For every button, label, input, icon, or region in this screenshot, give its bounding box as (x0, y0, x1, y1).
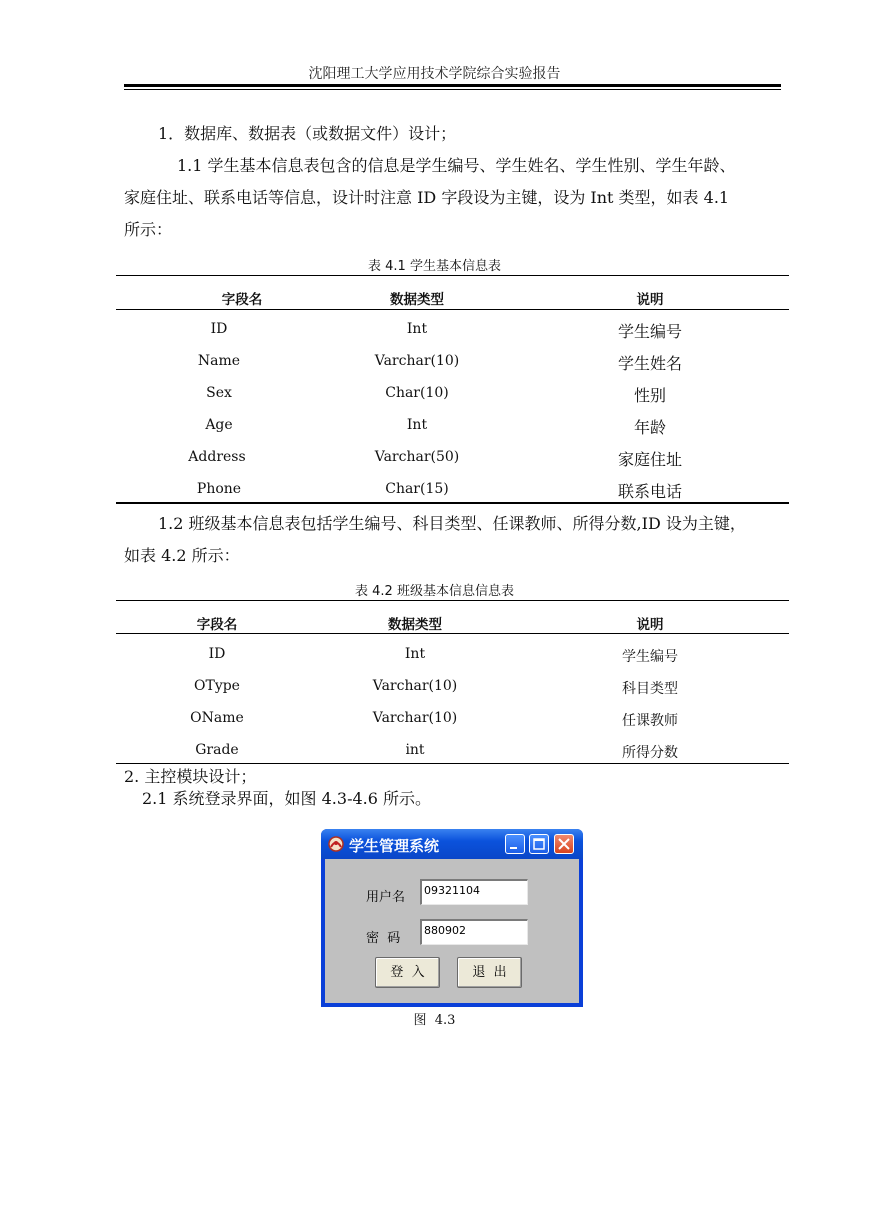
app-icon (327, 835, 345, 853)
table-cell: 年龄 (633, 418, 666, 437)
table-cell: Int (406, 417, 428, 433)
table-cell: 学生编号 (617, 322, 682, 341)
table-cell: 任课教师 (622, 713, 678, 729)
table-cell: Varchar(10) (372, 710, 458, 726)
table-cell: Varchar(10) (374, 353, 460, 369)
table-cell: 性别 (633, 386, 666, 405)
password-input[interactable]: 880902 (420, 919, 528, 945)
table1-header-desc: 说明 (636, 292, 664, 308)
maximize-button[interactable] (529, 834, 549, 854)
table-cell: Address (188, 449, 246, 465)
table-cell: Name (197, 353, 241, 369)
table-cell: 联系电话 (617, 482, 682, 501)
table-cell: Varchar(10) (372, 678, 458, 694)
table-cell: Char(10) (385, 385, 449, 401)
table2-header-type: 数据类型 (388, 617, 442, 633)
dialog-titlebar[interactable] (321, 829, 583, 859)
close-button[interactable] (554, 834, 574, 854)
table-cell: OName (190, 710, 244, 726)
table-cell: 所得分数 (622, 745, 678, 761)
table-cell: 学生编号 (622, 649, 678, 665)
section-heading-2: 2. 主控模块设计； (124, 767, 257, 786)
table2-header-rule (116, 633, 789, 634)
header-rule-thin (124, 89, 781, 90)
dialog-client-area (325, 859, 579, 1003)
table2-header-desc: 说明 (636, 617, 664, 633)
table-cell: Int (406, 321, 428, 337)
paragraph-2-1: 2.1 系统登录界面，如图 4.3-4.6 所示。 (142, 789, 432, 808)
table1-caption: 表 4.1 学生基本信息表 (368, 259, 501, 274)
table1-header-field: 字段名 (221, 292, 263, 308)
table2-caption: 表 4.2 班级基本信息信息表 (355, 584, 514, 599)
close-icon (555, 835, 573, 853)
table-cell: Phone (196, 481, 242, 497)
login-dialog-window (321, 829, 583, 1007)
login-button[interactable]: 登 入 (375, 957, 440, 988)
table2-top-rule (116, 600, 789, 601)
header-rule-thick (124, 84, 781, 87)
table-cell: ID (208, 646, 226, 662)
password-label: 密 码 (366, 931, 401, 946)
table-cell: Int (404, 646, 426, 662)
page-header: 沈阳理工大学应用技术学院综合实验报告 (308, 66, 561, 82)
paragraph-1-1-line1: 1.1 学生基本信息表包含的信息是学生编号、学生姓名、学生性别、学生年龄、 (177, 156, 736, 175)
minimize-icon (506, 835, 524, 853)
table-cell: Sex (206, 385, 232, 401)
table-cell: OType (194, 678, 240, 694)
exit-button[interactable]: 退 出 (457, 957, 522, 988)
table-cell: Grade (195, 742, 239, 758)
paragraph-1-2-line2: 如表 4.2 所示： (124, 546, 240, 565)
table-cell: 学生姓名 (617, 354, 682, 373)
table1-header-rule (116, 309, 789, 310)
username-label: 用户名 (366, 890, 406, 905)
username-input[interactable]: 09321104 (420, 879, 528, 905)
table-cell: 科目类型 (622, 681, 678, 697)
paragraph-1-1-line2: 家庭住址、联系电话等信息，设计时注意 ID 字段设为主键，设为 Int 类型，如表 4.1 (124, 188, 730, 207)
section-heading-1: 1．数据库、数据表（或数据文件）设计； (158, 124, 457, 143)
paragraph-1-2-line1: 1.2 班级基本信息表包括学生编号、科目类型、任课教师、所得分数,ID 设为主键， (158, 514, 746, 533)
table2-header-field: 字段名 (196, 617, 238, 633)
paragraph-1-1-line3: 所示： (124, 220, 173, 239)
table-cell: ID (210, 321, 228, 337)
table1-top-rule (116, 275, 789, 276)
table-cell: 家庭住址 (617, 450, 682, 469)
dialog-title: 学生管理系统 (349, 837, 440, 855)
table2-bottom-rule (116, 763, 789, 764)
table-cell: Age (205, 417, 233, 433)
table-cell: int (405, 742, 425, 758)
table-cell: Char(15) (385, 481, 449, 497)
figure-caption: 图 4.3 (413, 1013, 456, 1028)
maximize-icon (530, 835, 548, 853)
table1-header-type: 数据类型 (390, 292, 444, 308)
table1-bottom-rule (116, 502, 789, 504)
table-cell: Varchar(50) (374, 449, 460, 465)
minimize-button[interactable] (505, 834, 525, 854)
